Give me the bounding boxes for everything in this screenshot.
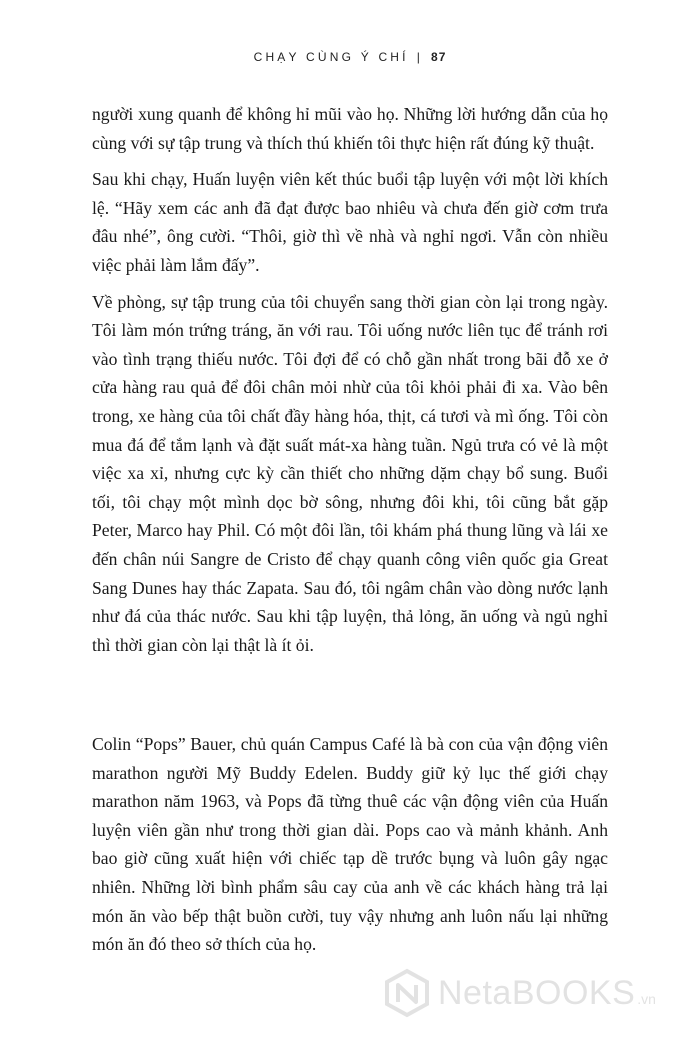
paragraph: Colin “Pops” Bauer, chủ quán Campus Café là bà con của vận động viên marathon người Mỹ Buddy Edelen. Buddy giữ kỷ lục thế giới chạy marathon năm 1963, và Pops đã từng thuê các vận động viên của Huấn luyện viên gần như trong thời gian dài. Pops cao và mảnh khảnh. Anh bao giờ cũng xuất hiện với chiếc tạp dề trước bụng và luôn gây ngạc nhiên. Những lời bình phẩm sâu cay của anh về các khách hàng trả lại món ăn vào bếp thật buồn cười, tuy vậy nhưng anh luôn nấu lại những món ăn đó theo sở thích của họ. xyxy=(92,734,608,955)
netabooks-logo-icon xyxy=(382,968,432,1018)
paragraph: người xung quanh để không hỉ mũi vào họ. Những lời hướng dẫn của họ cùng với sự tập trung và thích thú khiến tôi thực hiện rất đúng kỹ thuật. xyxy=(92,104,608,153)
watermark xyxy=(382,968,656,1018)
main-text-block xyxy=(92,100,608,667)
page-number: 87 xyxy=(431,50,447,64)
sidebar-text-block xyxy=(92,730,608,967)
paragraph: Về phòng, sự tập trung của tôi chuyển sang thời gian còn lại trong ngày. Tôi làm món trứng tráng, ăn với rau. Tôi uống nước liên tục để tránh rơi vào tình trạng thiếu nước. Tôi đợi để có chỗ gần nhất trong bãi đỗ xe ở cửa hàng rau quả để đôi chân mỏi nhừ của tôi khỏi phải đi xa. Vào bên trong, xe hàng của tôi chất đầy hàng hóa, thịt, cá tươi và mì ống. Tôi còn mua đá để tắm lạnh và đặt suất mát-xa hàng tuần. Ngủ trưa có vẻ là một việc xa xỉ, nhưng cực kỳ cần thiết cho những dặm chạy bổ sung. Buổi tối, tôi chạy một mình dọc bờ sông, nhưng đôi khi, tôi cũng bắt gặp Peter, Marco hay Phil. Có một đôi lần, tôi khám phá thung lũng và lái xe đến chân núi Sangre de Cristo để chạy quanh công viên quốc gia Great Sang Dunes hay thác Zapata. Sau đó, tôi ngâm chân vào dòng nước lạnh như đá của thác nước. Sau khi tập luyện, thả lỏng, ăn uống và ngủ nghỉ thì thời gian còn lại thật là ít ỏi. xyxy=(92,291,608,655)
watermark-suffix: .vn xyxy=(637,991,656,1007)
header-separator: | xyxy=(416,50,424,64)
book-title: CHẠY CÙNG Ý CHÍ xyxy=(253,50,409,64)
running-header xyxy=(0,50,700,64)
paragraph: Sau khi chạy, Huấn luyện viên kết thúc buổi tập luyện với một lời khích lệ. “Hãy xem các anh đã đạt được bao nhiêu và chưa đến giờ cơm trưa đâu nhé”, ông cười. “Thôi, giờ thì về nhà và nghỉ ngơi. Vẫn còn nhiều việc phải làm lắm đấy”. xyxy=(92,169,608,275)
watermark-brand: NetaBOOKS xyxy=(438,973,636,1012)
